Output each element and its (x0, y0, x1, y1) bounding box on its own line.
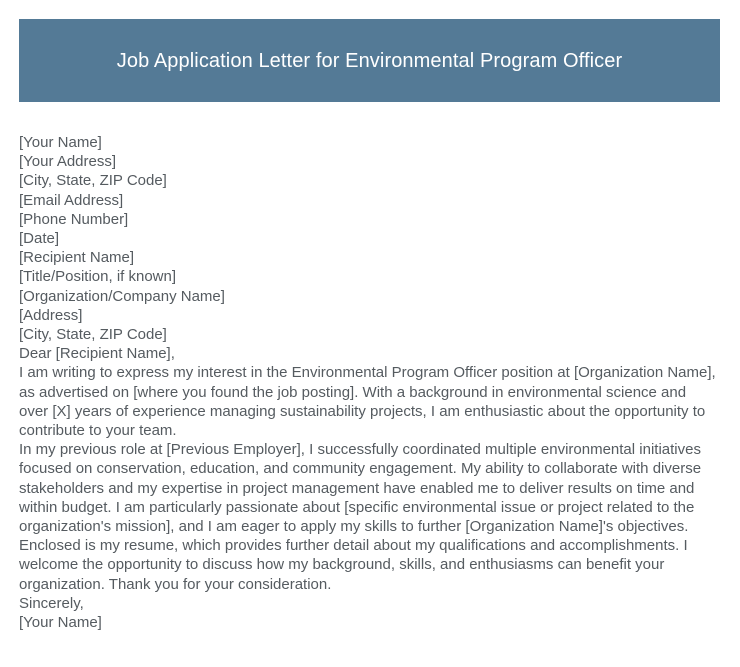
body-paragraph-3: Enclosed is my resume, which provides further detail about my qualifications and accomplishments. I welcome the opportunity to discuss how my background, skills, and enthusiasms can benefit your organization. Thank you for your consideration. (19, 537, 688, 593)
body-paragraph-1: I am writing to express my interest in the Environmental Program Officer position at [Organization Name], as advertised on [where you found the job posting]. With a background in environmental science and over [X] years of experience managing sustainability projects, I am enthusiastic about the opportunity to contribute to your team. (19, 364, 716, 440)
page-title: Job Application Letter for Environmental Program Officer (116, 49, 623, 72)
recipient-line-title: [Title/Position, if known] (19, 268, 177, 286)
sender-line-email: [Email Address] (19, 191, 124, 209)
signature-name: [Your Name] (19, 614, 102, 632)
salutation: Dear [Recipient Name], (19, 345, 175, 363)
recipient-line-name: [Recipient Name] (19, 249, 135, 267)
sender-line-phone: [Phone Number] (19, 210, 129, 228)
letter-body (19, 133, 719, 632)
body-paragraph-2: In my previous role at [Previous Employer], I successfully coordinated multiple environmental initiatives focused on conservation, education, and community engagement. My ability to collaborate with diverse stakeholders and my expertise in project management have enabled me to deliver results on time and within budget. I am particularly passionate about [specific environmental issue or project related to the organization's mission], and I am eager to apply my skills to further [Organization Name]'s objectives. (19, 441, 702, 536)
sender-line-address: [Your Address] (19, 153, 117, 171)
recipient-line-organization: [Organization/Company Name] (19, 287, 225, 305)
closing-salutation: Sincerely, (19, 594, 84, 612)
sender-line-name: [Your Name] (19, 134, 102, 151)
sender-line-city-state-zip: [City, State, ZIP Code] (19, 172, 167, 190)
recipient-line-city-state-zip: [City, State, ZIP Code] (19, 326, 167, 344)
recipient-address-block (19, 248, 719, 344)
recipient-line-address: [Address] (19, 306, 83, 324)
sender-line-date: [Date] (19, 230, 60, 248)
sender-address-block (19, 133, 719, 248)
letter-header-banner (19, 19, 720, 102)
